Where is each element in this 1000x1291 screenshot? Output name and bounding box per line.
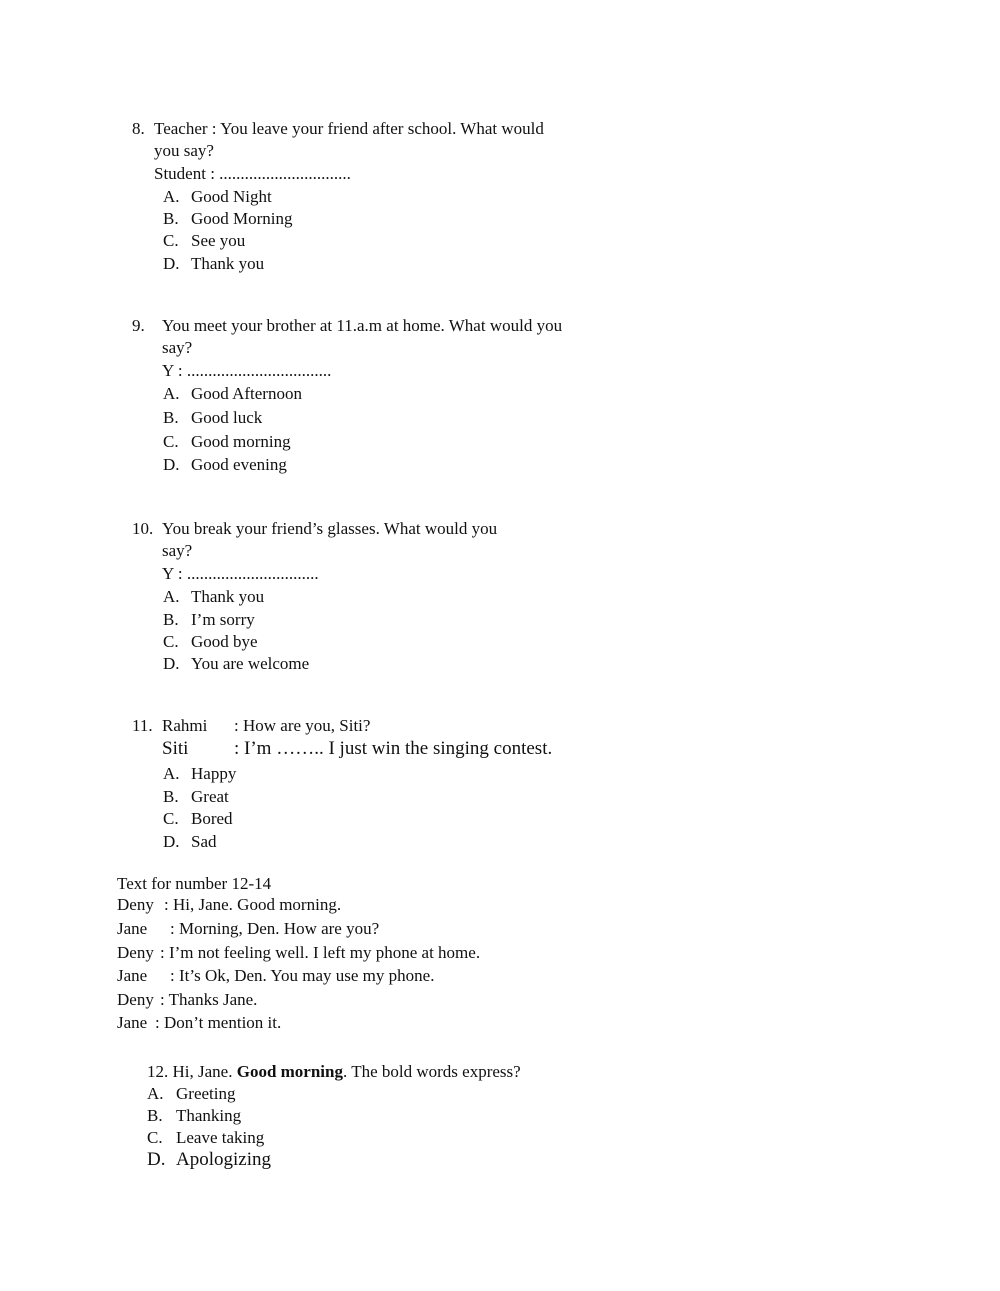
option-text: Happy bbox=[191, 764, 237, 783]
option-text: Good Night bbox=[191, 187, 272, 206]
option-letter: A. bbox=[163, 587, 180, 606]
question-number: 9. bbox=[132, 316, 145, 335]
option-letter: D. bbox=[163, 654, 180, 673]
option-text: Good Afternoon bbox=[191, 384, 302, 403]
dialogue-line: : How are you, Siti? bbox=[234, 716, 371, 735]
question-prompt-cont: you say? bbox=[154, 141, 214, 160]
passage-speaker: Jane bbox=[117, 966, 148, 985]
dialogue-speaker: Rahmi bbox=[162, 716, 208, 735]
option-text: Greeting bbox=[176, 1084, 236, 1103]
question-prompt-cont: say? bbox=[162, 338, 193, 357]
question-number: 11. bbox=[132, 716, 153, 735]
question-number: 12. bbox=[147, 1062, 169, 1081]
option-letter: B. bbox=[163, 610, 179, 629]
option-text: Good Morning bbox=[191, 209, 293, 228]
question-prompt-cont: say? bbox=[162, 541, 193, 560]
passage-speaker: Deny bbox=[117, 990, 154, 1009]
option-text: Good evening bbox=[191, 455, 287, 474]
passage-line: : Morning, Den. How are you? bbox=[170, 919, 380, 938]
option-text: Good luck bbox=[191, 408, 263, 427]
option-letter: B. bbox=[163, 408, 179, 427]
option-text: Bored bbox=[191, 809, 233, 828]
option-letter: A. bbox=[147, 1084, 164, 1103]
passage-line: : It’s Ok, Den. You may use my phone. bbox=[170, 966, 435, 985]
option-text: See you bbox=[191, 231, 246, 250]
option-text: Leave taking bbox=[176, 1128, 265, 1147]
option-letter: B. bbox=[163, 209, 179, 228]
option-text: Thanking bbox=[176, 1106, 242, 1125]
answer-blank: Y : .................................. bbox=[162, 361, 332, 380]
answer-blank: Y : ............................... bbox=[162, 564, 319, 583]
option-letter: C. bbox=[163, 632, 179, 651]
prompt-bold-phrase: Good morning bbox=[236, 1062, 343, 1081]
passage-speaker: Deny bbox=[117, 943, 154, 962]
question-prompt: You meet your brother at 11.a.m at home. What would you bbox=[162, 316, 563, 335]
answer-blank: Student : ............................... bbox=[154, 164, 351, 183]
option-letter: C. bbox=[147, 1128, 163, 1147]
option-text: You are welcome bbox=[191, 654, 310, 673]
option-text: I’m sorry bbox=[191, 610, 255, 629]
prompt-suffix: . The bold words express? bbox=[343, 1062, 521, 1081]
passage-line: : Thanks Jane. bbox=[160, 990, 258, 1009]
option-letter: C. bbox=[163, 432, 179, 451]
option-letter: B. bbox=[163, 787, 179, 806]
option-letter: C. bbox=[163, 231, 179, 250]
passage-speaker: Jane bbox=[117, 919, 148, 938]
option-text: Thank you bbox=[191, 587, 265, 606]
dialogue-speaker: Siti bbox=[162, 738, 189, 759]
option-letter: D. bbox=[147, 1149, 166, 1170]
option-letter: D. bbox=[163, 455, 180, 474]
option-letter: A. bbox=[163, 187, 180, 206]
option-text: Good morning bbox=[191, 432, 291, 451]
passage-line: : Hi, Jane. Good morning. bbox=[164, 895, 342, 914]
prompt-prefix: Hi, Jane. bbox=[172, 1062, 233, 1081]
question-prompt bbox=[147, 1063, 521, 1080]
passage-speaker: Jane bbox=[117, 1013, 148, 1032]
question-prompt: Teacher : You leave your friend after school. What would bbox=[154, 119, 544, 138]
question-prompt: You break your friend’s glasses. What would you bbox=[162, 519, 498, 538]
option-text: Good bye bbox=[191, 632, 258, 651]
option-letter: A. bbox=[163, 764, 180, 783]
dialogue-line: : I’m …….. I just win the singing contest. bbox=[234, 738, 553, 759]
passage-line: : I’m not feeling well. I left my phone at home. bbox=[160, 943, 481, 962]
passage-line: : Don’t mention it. bbox=[155, 1013, 282, 1032]
option-text: Thank you bbox=[191, 254, 265, 273]
passage-heading: Text for number 12-14 bbox=[117, 874, 272, 893]
option-text: Great bbox=[191, 787, 229, 806]
option-letter: A. bbox=[163, 384, 180, 403]
option-text: Sad bbox=[191, 832, 217, 851]
question-number: 8. bbox=[132, 119, 145, 138]
question-number: 10. bbox=[132, 519, 154, 538]
option-letter: C. bbox=[163, 809, 179, 828]
option-letter: B. bbox=[147, 1106, 163, 1125]
option-text: Apologizing bbox=[176, 1149, 271, 1170]
option-letter: D. bbox=[163, 832, 180, 851]
passage-speaker: Deny bbox=[117, 895, 154, 914]
option-letter: D. bbox=[163, 254, 180, 273]
